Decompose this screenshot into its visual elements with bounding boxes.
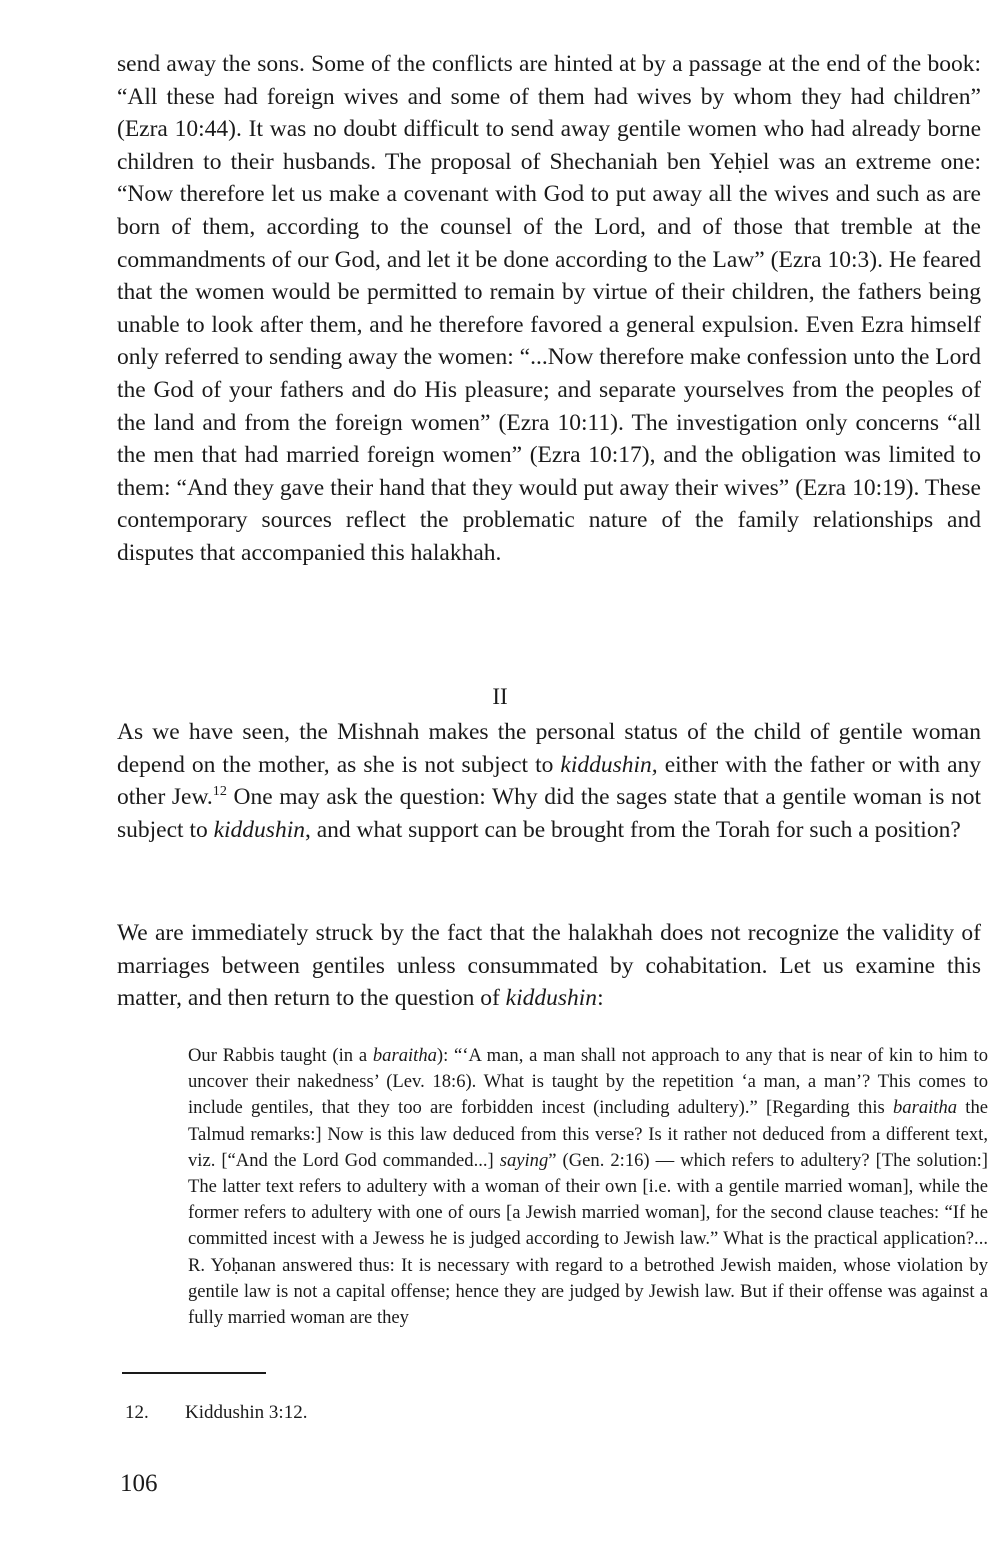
footnote-reference[interactable]: 12	[212, 783, 227, 800]
footnote-text: Kiddushin 3:12.	[185, 1402, 308, 1423]
quote-text: the Talmud remarks:] Now is this law deduced from this verse? Is it rather not deduced from a different text, viz. [“And the Lord God commanded...]	[188, 1097, 988, 1171]
body-paragraph-3	[117, 917, 981, 1015]
footnote-divider	[122, 1372, 266, 1374]
paragraph-text: One may ask the question: Why did the sages state that a gentile woman is not subject to	[117, 784, 981, 843]
paragraph-text: We are immediately struck by the fact that the halakhah does not recognize the validity of marriages between gentiles unless consummated by cohabitation. Let us examine this matter, and then return to the question of	[117, 920, 981, 1012]
italic-term: baraitha	[892, 1097, 958, 1119]
block-quotation	[188, 1043, 988, 1331]
body-paragraph-1	[117, 48, 981, 570]
italic-term: kiddushin,	[560, 751, 658, 778]
paragraph-text: , and what support can be brought from the Torah for such a position?	[304, 816, 961, 843]
paragraph-text: :	[597, 985, 604, 1012]
italic-term: kiddushin	[505, 985, 598, 1012]
italic-term: saying	[499, 1149, 549, 1171]
paragraph-text: send away the sons. Some of the conflicts are hinted at by a passage at the end of the book: “All these had foreign wives and some of them had wives by whom they had children” (Ezra 10:44). It was no doubt difficult to send away gentile women who had already borne children to their husbands. The proposal of Shechaniah ben Yeḥiel was an extreme one: “Now therefore let us make a covenant with God to put away all the wives and such as are born of them, according to the counsel of the Lord, and of those that tremble at the commandments of our God, and let it be done according to the Law” (Ezra 10:3). He feared that the women would be permitted to remain by virtue of their children, the fathers being unable to look after them, and he therefore favored a general expulsion. Even Ezra himself only referred to sending away the women: “...Now therefore make confession unto the Lord the God of your fathers and do His pleasure; and separate yourselves from the peoples of the land and from the foreign women” (Ezra 10:11). The investigation only concerns “all the men that had married foreign women” (Ezra 10:17), and the obligation was limited to them: “And they gave their hand that they would put away their wives” (Ezra 10:19). These contemporary sources reflect the problematic nature of the family relationships and disputes that accompanied this halakhah.	[117, 51, 981, 566]
page-number: 106	[120, 1470, 158, 1497]
body-paragraph-2	[117, 716, 981, 846]
section-heading: II	[492, 684, 508, 709]
quote-text: ): “‘A man, a man shall not approach to any that is near of kin to him to uncover their nakedness’ (Lev. 18:6). What is taught by the repetition ‘a man, a man’? This comes to include gentiles, that they too are forbidden incest (including adultery).” [Regarding this	[188, 1045, 988, 1119]
footnote-number: 12.	[125, 1402, 149, 1423]
italic-term: baraitha	[372, 1045, 437, 1066]
quote-text: ” (Gen. 2:16) — which refers to adultery? [The solution:] The latter text refers to adultery with a woman of their own [i.e. with a gentile married woman], while the former refers to adultery with one of ours [a Jewish married woman], for the second clause teaches: “If he committed incest with a Jewess he is judged according to Jewish law.” What is the practical application?... R. Yoḥanan answered thus: It is necessary with regard to a betrothed Jewish maiden, whose violation by gentile law is not a capital offense; hence they are judged by Jewish law. But if their offense was against a fully married woman are they	[188, 1149, 988, 1329]
paragraph-text: either with the father or with any other Jew.	[117, 751, 981, 811]
paragraph-text: As we have seen, the Mishnah makes the personal status of the child of gentile woman depend on the mother, as she is not subject to	[117, 719, 981, 778]
quote-text: Our Rabbis taught (in a	[188, 1045, 373, 1066]
footnote	[125, 1402, 307, 1424]
italic-term: kiddushin	[213, 816, 305, 843]
